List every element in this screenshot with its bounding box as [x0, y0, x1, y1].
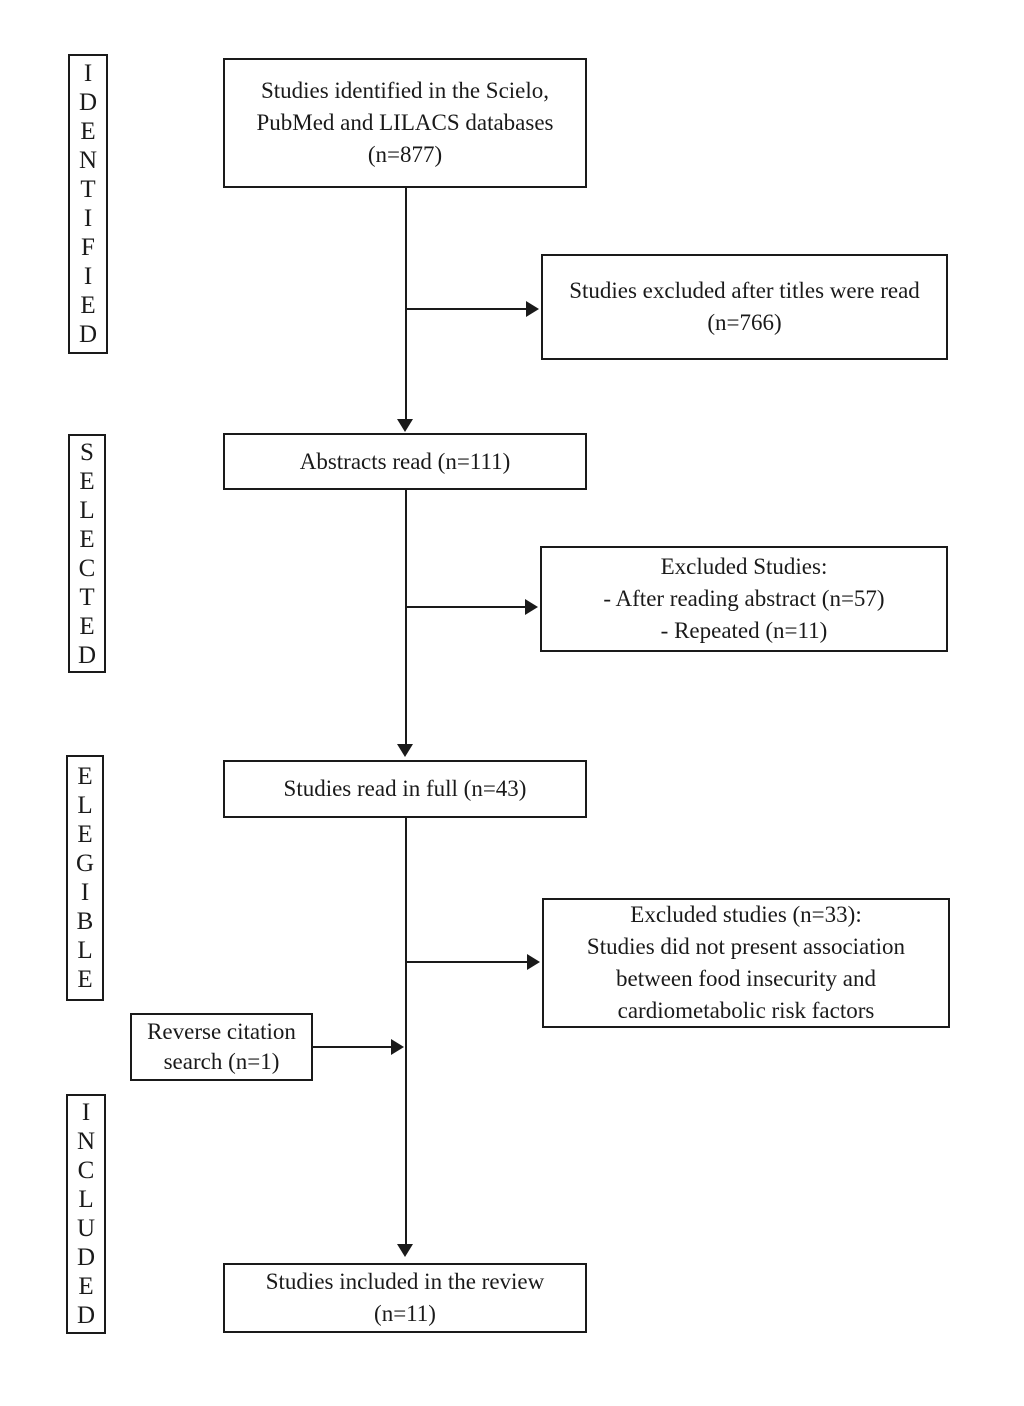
stage-letter: D	[76, 1244, 96, 1271]
box-studies-included	[223, 1263, 587, 1333]
stage-letter: L	[77, 792, 93, 819]
box-text-line: Abstracts read (n=111)	[299, 448, 511, 474]
stage-letter: I	[83, 205, 93, 232]
stage-letter: C	[78, 554, 96, 582]
stage-letter: E	[77, 763, 93, 790]
box-excluded-full-text	[542, 898, 950, 1028]
box-excluded-abstracts	[540, 546, 948, 652]
stage-letter: B	[76, 908, 94, 935]
box-text-line: Studies excluded after titles were read	[569, 278, 920, 303]
arrow-right-excluded-titles-icon	[526, 301, 539, 317]
line-reverse-citation-merge	[313, 1046, 393, 1048]
stage-label-selected	[68, 434, 106, 673]
stage-letter: L	[77, 937, 93, 964]
stage-letter: E	[79, 467, 95, 495]
stage-letter: N	[78, 147, 98, 174]
stage-letter: S	[80, 438, 94, 466]
stage-letter: L	[78, 1186, 94, 1213]
stage-letter: L	[79, 496, 95, 524]
stage-letter: E	[79, 612, 95, 640]
box-text-line: - Repeated (n=11)	[660, 618, 828, 643]
line-identified-to-abstracts	[405, 188, 407, 420]
box-text-line: (n=766)	[707, 310, 782, 335]
line-abstracts-to-fulltext	[405, 490, 407, 744]
line-branch-excluded-abstracts	[406, 606, 527, 608]
box-reverse-citation	[130, 1013, 313, 1081]
box-text-line: Studies identified in the Scielo,	[260, 78, 550, 103]
box-text-line: search (n=1)	[163, 1049, 280, 1074]
box-text-line: Studies included in the review	[265, 1269, 545, 1294]
stage-letter: T	[79, 583, 95, 611]
stage-letter: I	[80, 879, 90, 906]
box-text-line: between food insecurity and	[616, 966, 876, 991]
stage-letter: D	[77, 641, 97, 669]
stage-letter: E	[79, 525, 95, 553]
line-fulltext-to-included	[405, 818, 407, 1244]
stage-letter: E	[80, 118, 96, 145]
box-studies-read-in-full	[223, 760, 587, 818]
box-excluded-titles	[541, 254, 948, 360]
arrow-right-excluded-fulltext-icon	[527, 954, 540, 970]
stage-label-identified	[68, 54, 108, 354]
stage-letter: E	[80, 292, 96, 319]
stage-letter: E	[77, 821, 93, 848]
stage-label-elegible	[66, 755, 104, 1001]
box-text-line: PubMed and LILACS databases	[256, 110, 554, 135]
stage-letter: I	[83, 263, 93, 290]
stage-letter: I	[83, 60, 93, 87]
stage-letter: D	[78, 321, 98, 348]
stage-letter: C	[77, 1157, 95, 1184]
stage-letter: N	[76, 1128, 96, 1155]
arrow-down-to-abstracts-icon	[397, 419, 413, 432]
stage-letter: D	[76, 1302, 96, 1329]
box-text-line: Studies did not present association	[586, 934, 906, 959]
stage-letter: E	[77, 966, 93, 993]
arrow-down-to-included-icon	[397, 1244, 413, 1257]
stage-letter: F	[81, 234, 95, 261]
box-studies-identified	[223, 58, 587, 188]
box-text-line: (n=11)	[374, 1301, 436, 1326]
box-text-line: Excluded studies (n=33):	[630, 902, 862, 927]
stage-letter: U	[76, 1215, 96, 1242]
stage-letter: T	[80, 176, 96, 203]
arrow-right-reverse-citation-icon	[391, 1039, 404, 1055]
line-branch-excluded-titles	[406, 308, 528, 310]
arrow-right-excluded-abstracts-icon	[525, 599, 538, 615]
box-text-line: Excluded Studies:	[660, 554, 828, 579]
box-text-line: Studies read in full (n=43)	[283, 776, 527, 801]
line-branch-excluded-fulltext	[406, 961, 529, 963]
stage-letter: G	[75, 850, 95, 877]
stage-letter: D	[78, 89, 98, 116]
box-text-line: (n=877)	[367, 142, 443, 167]
box-text-line: cardiometabolic risk factors	[617, 998, 875, 1023]
box-text-line: - After reading abstract (n=57)	[603, 586, 885, 611]
stage-label-included	[66, 1094, 106, 1334]
box-text-line: Reverse citation	[147, 1019, 296, 1044]
stage-letter: E	[78, 1273, 94, 1300]
stage-letter: I	[81, 1099, 91, 1126]
box-abstracts-read	[223, 433, 587, 490]
arrow-down-to-fulltext-icon	[397, 744, 413, 757]
